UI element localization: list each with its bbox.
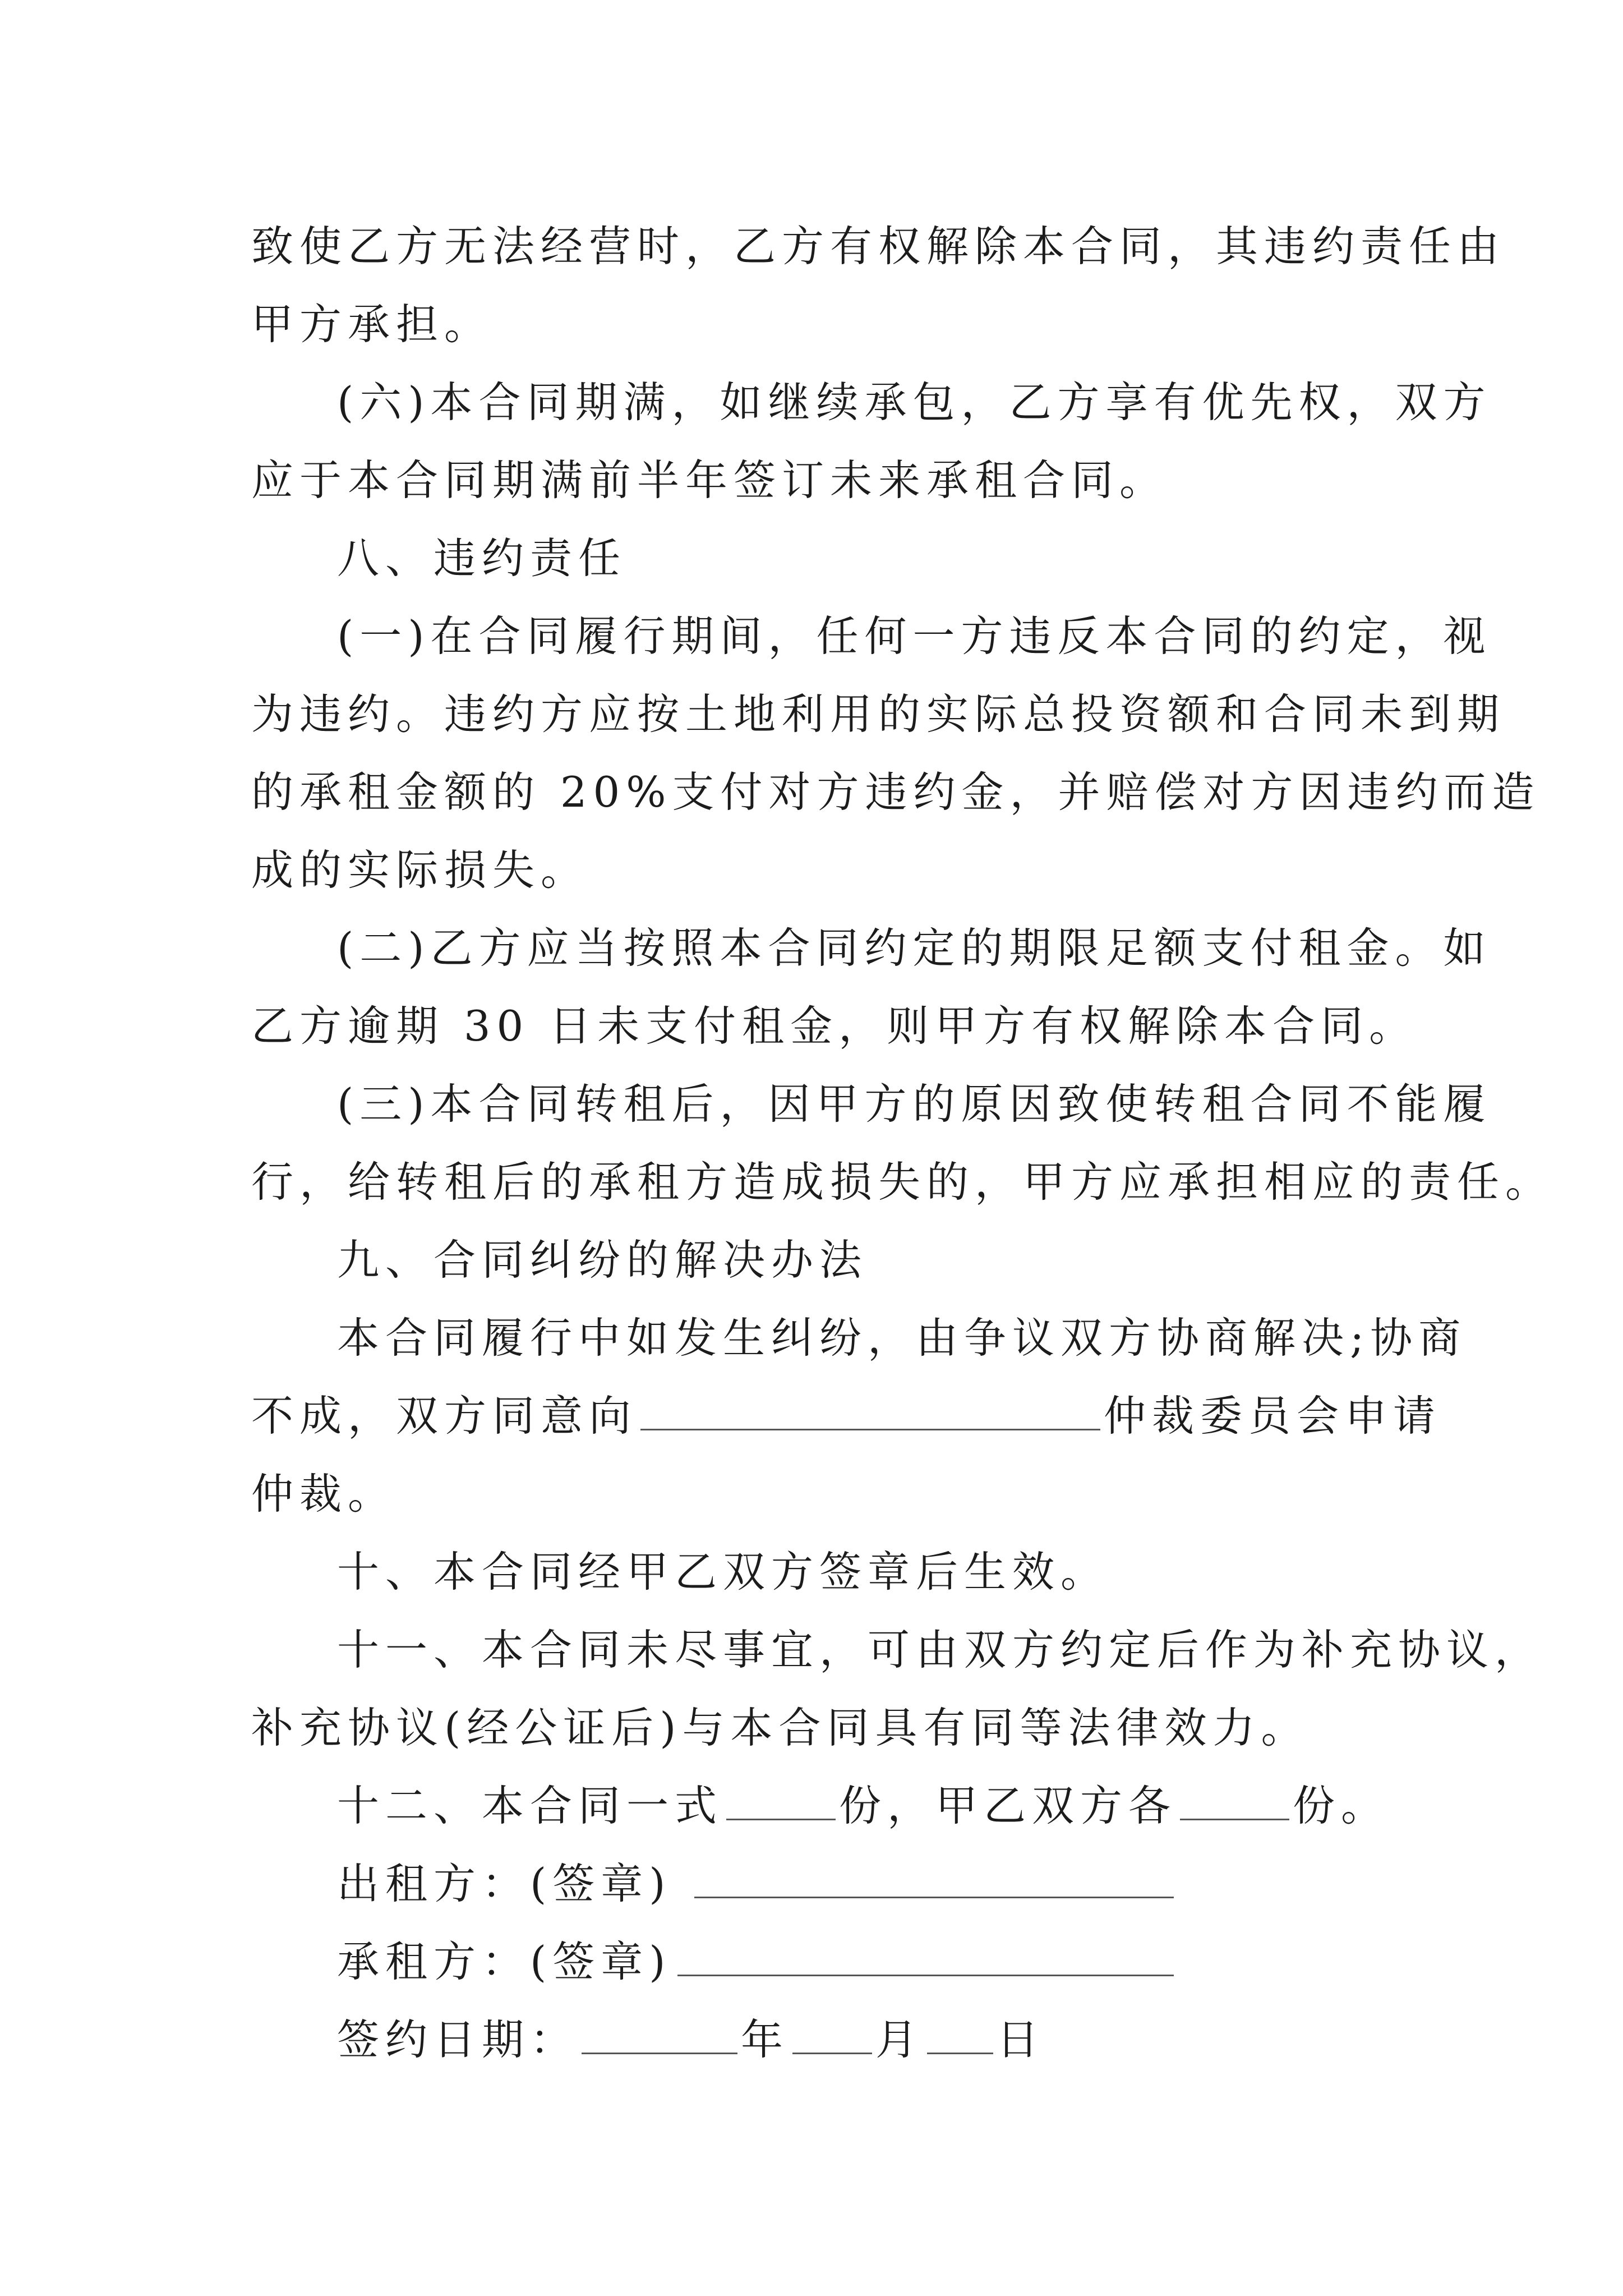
clause-12	[251, 1767, 1390, 1845]
lessor-signature-line	[251, 1845, 1378, 1923]
lessee-signature-blank[interactable]	[677, 1934, 1174, 1976]
year-label: 年	[741, 2015, 790, 2064]
month-label: 月	[875, 2015, 924, 2064]
lessee-signature-line	[251, 1923, 1378, 2001]
section-heading-breach: 八、违约责任	[337, 533, 627, 583]
lessor-label: 出租方：(签章)	[337, 1859, 672, 1908]
text-line: 乙方逾期 30 日未支付租金，则甲方有权解除本合同。	[251, 1001, 1418, 1051]
clause-12-text: 十二、本合同一式	[337, 1781, 723, 1830]
arbitration-text-before: 不成，双方同意向	[251, 1391, 638, 1441]
text-line: 仲裁。	[251, 1469, 396, 1519]
arbitration-commission-blank[interactable]	[640, 1388, 1100, 1430]
text-line: 为违约。违约方应按土地利用的实际总投资额和合同未到期	[251, 689, 1506, 739]
breach-clause-2-line: (二)乙方应当按照本合同约定的期限足额支付租金。如	[337, 923, 1492, 973]
day-label: 日	[997, 2015, 1045, 2064]
sign-date-label: 签约日期：	[337, 2015, 579, 2064]
section-heading-dispute: 九、合同纠纷的解决办法	[337, 1235, 868, 1285]
sign-date-line	[251, 2001, 1378, 2079]
year-blank[interactable]	[582, 2012, 737, 2054]
text-line: 应于本合同期满前半年签订未来承租合同。	[251, 455, 1168, 505]
lessee-label: 承租方：(签章)	[337, 1937, 672, 1986]
arbitration-line	[251, 1377, 1442, 1455]
contract-body	[251, 208, 1554, 2079]
clause-11-line: 补充协议(经公证后)与本合同具有同等法律效力。	[251, 1703, 1310, 1752]
lessor-signature-blank[interactable]	[694, 1856, 1174, 1898]
text-line: 的承租金额的 20%支付对方违约金，并赔偿对方因违约而造	[251, 767, 1541, 817]
dispute-clause-line: 本合同履行中如发生纠纷，由争议双方协商解决;协商	[337, 1313, 1467, 1363]
day-blank[interactable]	[927, 2012, 993, 2054]
breach-clause-3-line: (三)本合同转租后，因甲方的原因致使转租合同不能履	[337, 1079, 1492, 1129]
total-copies-blank[interactable]	[726, 1778, 836, 1820]
clause-12-text: 份。	[1293, 1781, 1390, 1830]
each-party-copies-blank[interactable]	[1180, 1778, 1289, 1820]
clause-6-line: (六)本合同期满，如继续承包，乙方享有优先权，双方	[337, 378, 1492, 427]
text-line: 致使乙方无法经营时，乙方有权解除本合同，其违约责任由	[251, 222, 1506, 271]
arbitration-text-after: 仲裁委员会申请	[1104, 1391, 1442, 1441]
month-blank[interactable]	[792, 2012, 872, 2054]
clause-11-line: 十一、本合同未尽事宜，可由双方约定后作为补充协议，	[337, 1625, 1543, 1674]
text-line: 甲方承担。	[251, 300, 493, 349]
text-line: 行，给转租后的承租方造成损失的，甲方应承担相应的责任。	[251, 1157, 1554, 1207]
breach-clause-1-line: (一)在合同履行期间，任何一方违反本合同的约定，视	[337, 611, 1492, 661]
clause-10: 十、本合同经甲乙双方签章后生效。	[337, 1547, 1109, 1596]
text-line: 成的实际损失。	[251, 845, 589, 895]
clause-12-text: 份，甲乙双方各	[839, 1781, 1177, 1830]
